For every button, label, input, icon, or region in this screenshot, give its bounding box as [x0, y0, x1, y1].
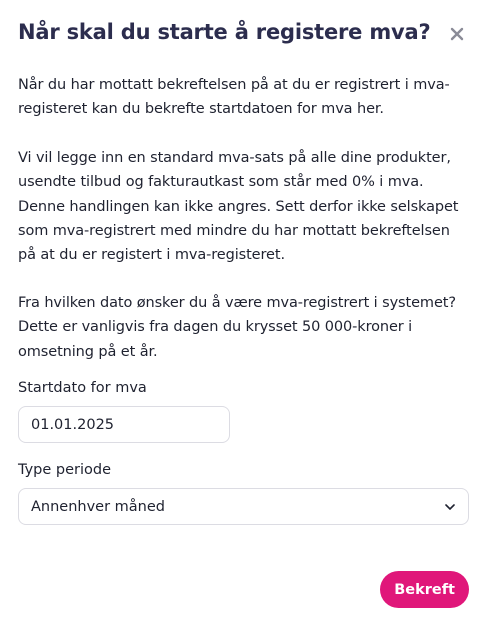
date-question-paragraph: Fra hvilken dato ønsker du å være mva-registrert i systemet? Dette er vanligvis fra dagen du krysset 50 000-kroner i omsetning på et år.: [18, 295, 456, 360]
intro-paragraph: Når du har mottatt bekreftelsen på at du er registrert i mva-registeret kan du bekrefte startdatoen for mva her.: [18, 77, 450, 118]
confirm-button[interactable]: Bekreft: [380, 571, 469, 608]
period-type-label: Type periode: [18, 462, 112, 478]
dialog-title: Når skal du starte å registere mva?: [18, 20, 431, 44]
warning-paragraph: Vi vil legge inn en standard mva-sats på alle dine produkter, usendte tilbud og fakturautkast som står med 0% i mva. Denne handlingen kan ikke angres. Sett derfor ikke selskapet som mva-registrert med mindre du har mottatt bekreftelsen på at du er registert i mva-registeret.: [18, 150, 459, 264]
period-type-value: Annenhver måned: [31, 498, 165, 515]
start-date-label: Startdato for mva: [18, 380, 147, 396]
close-button[interactable]: [445, 22, 469, 46]
start-date-input[interactable]: [18, 406, 230, 443]
period-type-select[interactable]: [18, 488, 469, 525]
chevron-down-icon: [444, 501, 456, 513]
close-icon: [450, 27, 464, 41]
